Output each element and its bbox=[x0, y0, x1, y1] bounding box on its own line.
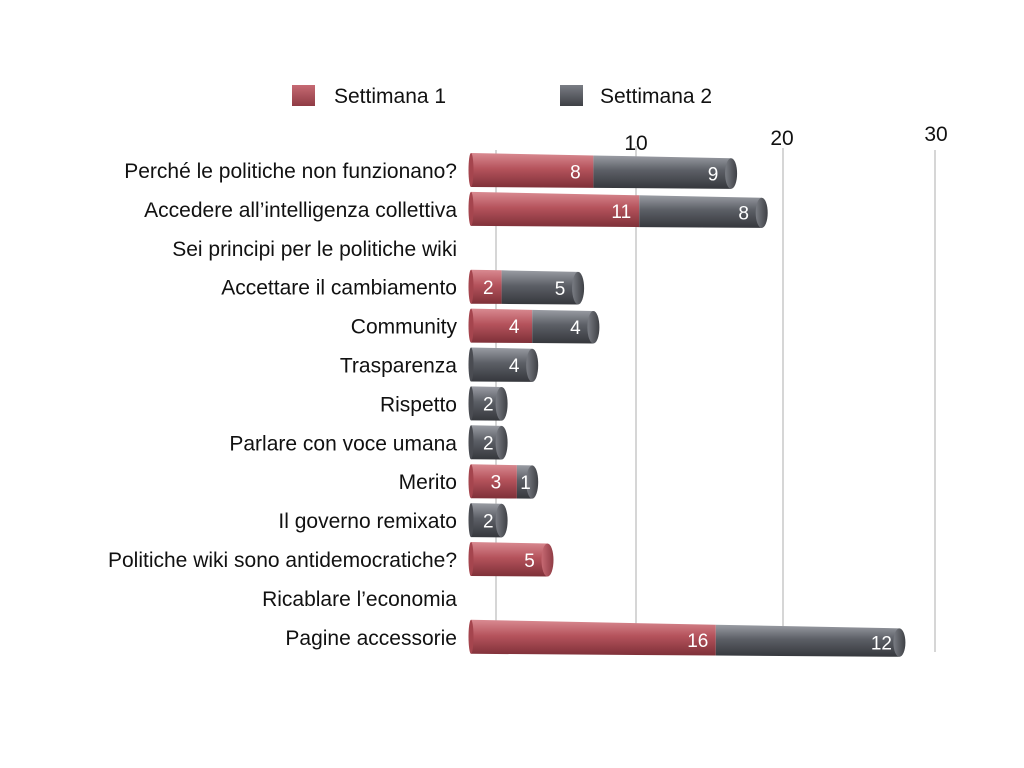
bar-start-cap bbox=[469, 309, 474, 343]
bar-start-cap bbox=[469, 503, 474, 537]
bar-start-cap bbox=[469, 192, 474, 226]
category-label: Pagine accessorie bbox=[285, 626, 457, 650]
bar-end-cap bbox=[587, 311, 599, 343]
category-label: Sei principi per le politiche wiki bbox=[172, 237, 457, 261]
bar-end-cap bbox=[496, 504, 508, 538]
bar-segment bbox=[471, 620, 716, 656]
bar-value-label: 8 bbox=[570, 162, 581, 184]
x-tick-label: 20 bbox=[770, 127, 794, 150]
category-label: Merito bbox=[398, 471, 457, 495]
bar-segment bbox=[471, 542, 548, 577]
bar-start-cap bbox=[469, 348, 474, 382]
bar-end-cap bbox=[526, 349, 538, 382]
legend bbox=[292, 85, 712, 108]
bar-start-cap bbox=[469, 386, 474, 420]
bar-value-label: 4 bbox=[508, 317, 520, 339]
category-label: Community bbox=[350, 315, 457, 339]
bar-end-cap bbox=[496, 387, 508, 421]
bar-end-cap bbox=[572, 272, 584, 305]
bar-segment bbox=[502, 270, 578, 304]
bar-end-cap bbox=[542, 544, 554, 577]
bar-value-label: 12 bbox=[870, 633, 892, 655]
category-label: Rispetto bbox=[379, 393, 457, 417]
category-label: Accedere all’intelligenza collettiva bbox=[144, 198, 457, 222]
legend-label: Settimana 2 bbox=[600, 85, 713, 108]
bar-start-cap bbox=[469, 620, 474, 654]
bar-value-label: 2 bbox=[483, 277, 494, 299]
bar-start-cap bbox=[469, 542, 474, 576]
bar-value-label: 2 bbox=[483, 433, 494, 455]
bar-value-label: 9 bbox=[707, 164, 719, 186]
x-tick-labels bbox=[624, 123, 947, 155]
x-tick-label: 30 bbox=[924, 123, 948, 146]
bar-start-cap bbox=[469, 425, 474, 459]
x-tick-label: 10 bbox=[624, 132, 648, 155]
category-label: Perché le politiche non funzionano? bbox=[124, 160, 457, 183]
bars bbox=[469, 153, 906, 657]
bar-segment bbox=[532, 310, 593, 344]
bar-segment bbox=[471, 309, 532, 343]
category-label: Trasparenza bbox=[339, 354, 457, 378]
legend-swatch bbox=[292, 85, 315, 106]
bar-start-cap bbox=[469, 270, 474, 304]
bar-value-label: 2 bbox=[483, 394, 494, 416]
legend-swatch bbox=[560, 85, 583, 106]
legend-label: Settimana 1 bbox=[334, 85, 447, 108]
category-label: Politiche wiki sono antidemocratiche? bbox=[107, 549, 457, 572]
bar-start-cap bbox=[469, 464, 474, 498]
bar-end-cap bbox=[725, 158, 737, 189]
bar-value-label: 4 bbox=[570, 318, 581, 340]
category-label: Parlare con voce umana bbox=[229, 432, 457, 456]
category-label: Ricablare l’economia bbox=[262, 587, 457, 611]
category-label: Accettare il cambiamento bbox=[221, 276, 457, 300]
bar-value-label: 3 bbox=[490, 472, 502, 494]
bar-end-cap bbox=[496, 426, 508, 460]
bar-value-label: 1 bbox=[520, 472, 531, 494]
bar-start-cap bbox=[469, 153, 474, 187]
category-labels bbox=[108, 160, 458, 650]
bar-end-cap bbox=[756, 198, 768, 228]
category-label: Il governo remixato bbox=[278, 510, 457, 534]
bar-value-label: 16 bbox=[687, 630, 709, 652]
bar-value-label: 5 bbox=[554, 278, 566, 300]
bar-value-label: 11 bbox=[611, 201, 632, 223]
bar-value-label: 5 bbox=[524, 550, 535, 572]
bar-value-label: 8 bbox=[738, 203, 749, 225]
bar-value-label: 2 bbox=[483, 511, 494, 533]
bar-end-cap bbox=[893, 628, 905, 656]
bar-value-label: 4 bbox=[508, 356, 520, 378]
bar-segment bbox=[471, 348, 532, 382]
